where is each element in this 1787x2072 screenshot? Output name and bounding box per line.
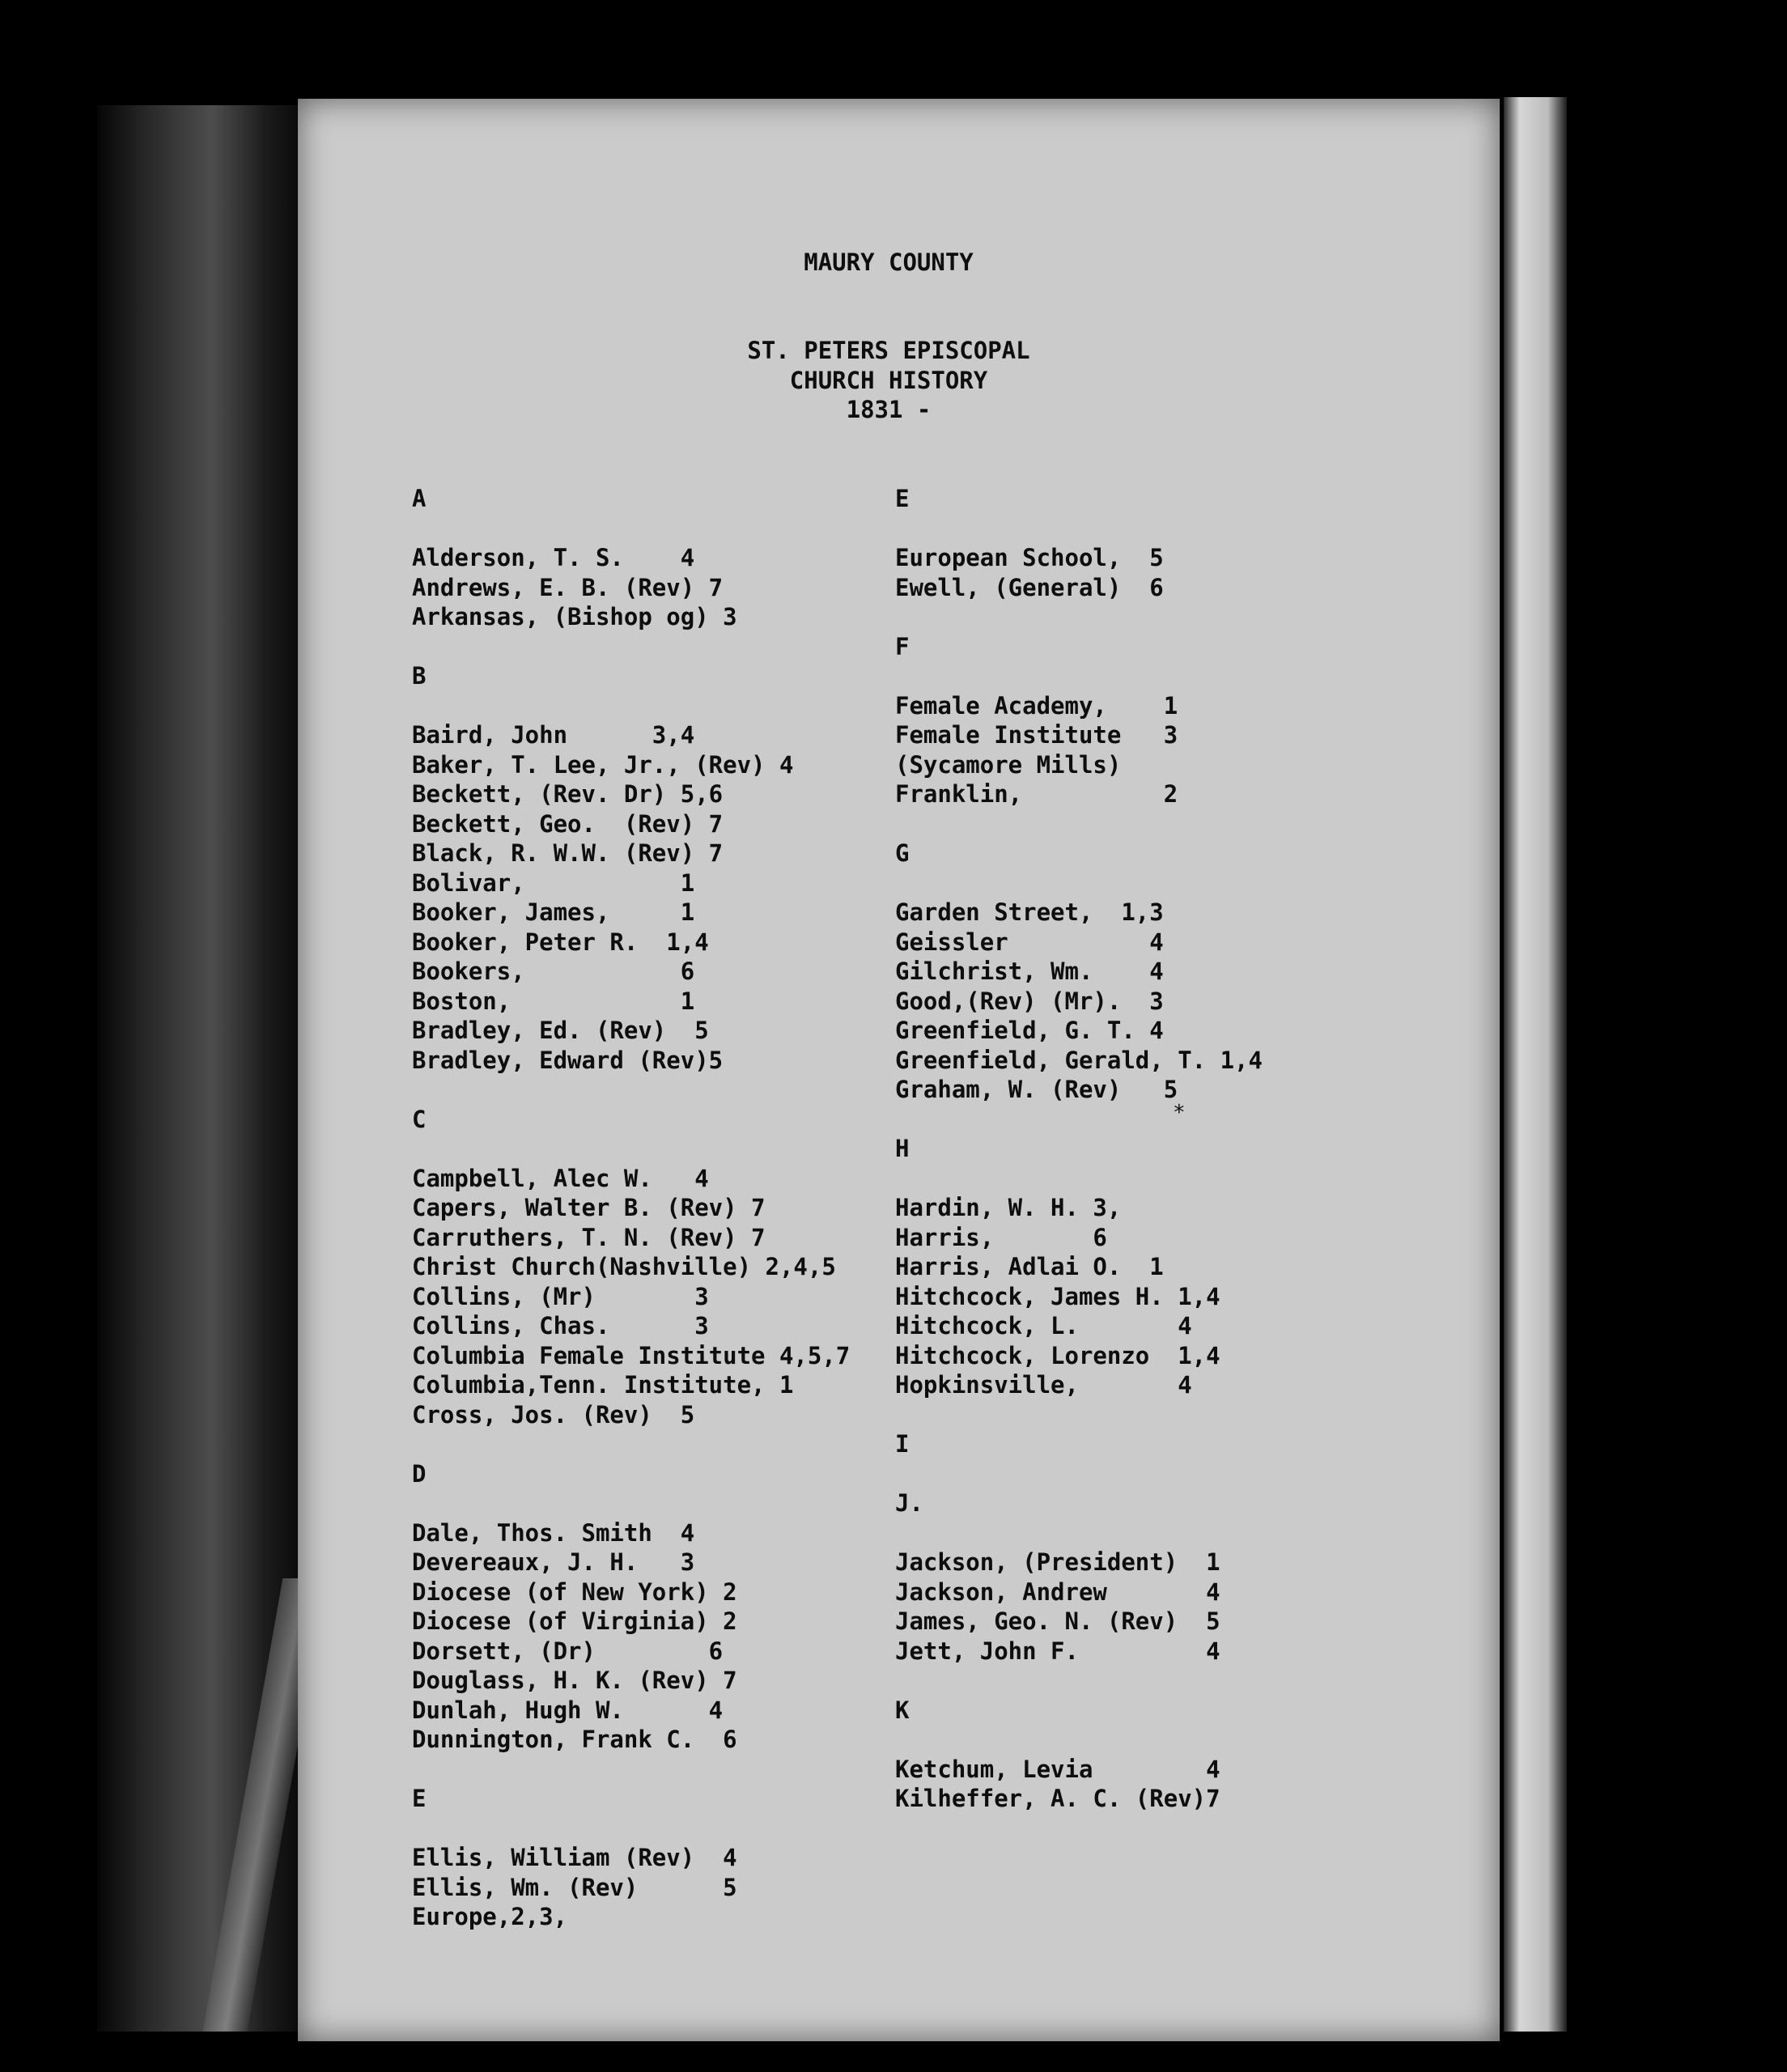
document-page xyxy=(298,99,1500,2041)
index-entry: Hitchcock, L. 4 xyxy=(895,1312,1192,1340)
index-entry: Andrews, E. B. (Rev) 7 xyxy=(412,573,724,601)
page-edge xyxy=(1504,97,1567,2032)
index-entry: Devereaux, J. H. 3 xyxy=(412,1548,695,1576)
asterisk-marker: * xyxy=(1173,1101,1186,1125)
index-entry: Campbell, Alec W. 4 xyxy=(412,1164,709,1192)
section-letter: G xyxy=(895,839,910,867)
index-entry: Hardin, W. H. 3, xyxy=(895,1194,1122,1221)
index-entry: Bradley, Ed. (Rev) 5 xyxy=(412,1017,709,1044)
index-entry: Dunnington, Frank C. 6 xyxy=(412,1726,737,1753)
index-entry: Female Academy, 1 xyxy=(895,691,1178,720)
index-entry: Columbia Female Institute 4,5,7 xyxy=(412,1341,851,1369)
index-entry: Ewell, (General) 6 xyxy=(895,573,1164,601)
index-right-column xyxy=(895,484,1263,1843)
index-entry: (Sycamore Mills) xyxy=(895,750,1122,779)
index-entry: Harris, Adlai O. 1 xyxy=(895,1253,1164,1280)
section-letter: I xyxy=(895,1430,910,1458)
index-entry: Carruthers, T. N. (Rev) 7 xyxy=(412,1223,766,1251)
index-entry: Female Institute 3 xyxy=(895,721,1178,749)
title-line-2: CHURCH HISTORY xyxy=(789,367,988,394)
index-entry: Ketchum, Levia 4 xyxy=(895,1755,1220,1783)
section-letter: H xyxy=(895,1135,910,1162)
index-entry: Hitchcock, James H. 1,4 xyxy=(895,1282,1220,1310)
index-entry: Hitchcock, Lorenzo 1,4 xyxy=(895,1341,1220,1369)
index-entry: Geissler 4 xyxy=(895,928,1164,956)
index-entry: Greenfield, Gerald, T. 1,4 xyxy=(895,1046,1263,1074)
index-entry: Alderson, T. S. 4 xyxy=(412,544,695,571)
index-entry: Europe,2,3, xyxy=(412,1903,568,1930)
index-entry: Capers, Walter B. (Rev) 7 xyxy=(412,1194,766,1221)
index-entry: Boston, 1 xyxy=(412,987,695,1015)
index-entry: Jett, John F. 4 xyxy=(895,1637,1220,1665)
index-entry: Graham, W. (Rev) 5 xyxy=(895,1076,1178,1103)
section-letter: K xyxy=(895,1696,910,1724)
section-letter: E xyxy=(895,485,910,512)
title-year: 1831 - xyxy=(846,396,932,423)
index-entry: Ellis, Wm. (Rev) 5 xyxy=(412,1873,737,1901)
title-line-1: ST. PETERS EPISCOPAL xyxy=(747,337,1030,364)
index-entry: Jackson, Andrew 4 xyxy=(895,1577,1220,1606)
index-entry: Garden Street, 1,3 xyxy=(895,898,1164,926)
index-entry: Kilheffer, A. C. (Rev)7 xyxy=(895,1785,1220,1812)
section-letter: B xyxy=(412,662,427,690)
index-left-column xyxy=(412,484,850,1961)
index-entry: Beckett, (Rev. Dr) 5,6 xyxy=(412,780,724,808)
index-entry: Collins, (Mr) 3 xyxy=(412,1282,709,1310)
index-entry: Baird, John 3,4 xyxy=(412,721,695,749)
index-entry: Greenfield, G. T. 4 xyxy=(895,1017,1164,1044)
index-entry: Black, R. W.W. (Rev) 7 xyxy=(412,839,724,867)
index-entry: Cross, Jos. (Rev) 5 xyxy=(412,1400,695,1429)
section-letter: C xyxy=(412,1105,427,1133)
index-entry: Baker, T. Lee, Jr., (Rev) 4 xyxy=(412,750,794,779)
index-entry: Bradley, Edward (Rev)5 xyxy=(412,1046,724,1074)
index-entry: Christ Church(Nashville) 2,4,5 xyxy=(412,1253,836,1280)
index-entry: European School, 5 xyxy=(895,544,1164,571)
section-letter: J. xyxy=(895,1489,923,1517)
index-entry: Jackson, (President) 1 xyxy=(895,1548,1220,1576)
index-entry: Dorsett, (Dr) 6 xyxy=(412,1637,724,1665)
index-entry: James, Geo. N. (Rev) 5 xyxy=(895,1607,1220,1635)
index-entry: Beckett, Geo. (Rev) 7 xyxy=(412,809,724,838)
index-entry: Arkansas, (Bishop og) 3 xyxy=(412,603,737,631)
section-letter: D xyxy=(412,1459,427,1488)
index-entry: Bolivar, 1 xyxy=(412,868,695,897)
index-entry: Diocese (of Virginia) 2 xyxy=(412,1607,737,1635)
index-entry: Booker, Peter R. 1,4 xyxy=(412,928,709,956)
index-entry: Columbia,Tenn. Institute, 1 xyxy=(412,1371,794,1399)
index-entry: Gilchrist, Wm. 4 xyxy=(895,957,1164,985)
index-entry: Collins, Chas. 3 xyxy=(412,1312,709,1340)
index-entry: Hopkinsville, 4 xyxy=(895,1371,1192,1399)
index-entry: Ellis, William (Rev) 4 xyxy=(412,1844,737,1871)
index-entry: Good,(Rev) (Mr). 3 xyxy=(895,987,1164,1015)
index-entry: Harris, 6 xyxy=(895,1223,1107,1251)
index-entry: Franklin, 2 xyxy=(895,780,1178,808)
section-letter: F xyxy=(895,632,910,660)
index-entry: Dunlah, Hugh W. 4 xyxy=(412,1696,724,1724)
index-entry: Booker, James, 1 xyxy=(412,898,695,926)
section-letter: A xyxy=(412,485,427,512)
index-entry: Bookers, 6 xyxy=(412,957,695,985)
index-entry: Diocese (of New York) 2 xyxy=(412,1577,737,1606)
county-heading: MAURY COUNTY xyxy=(804,248,974,276)
index-entry: Dale, Thos. Smith 4 xyxy=(412,1518,695,1547)
section-letter: E xyxy=(412,1785,427,1812)
index-entry: Douglass, H. K. (Rev) 7 xyxy=(412,1667,737,1694)
document-text xyxy=(298,99,1263,1930)
